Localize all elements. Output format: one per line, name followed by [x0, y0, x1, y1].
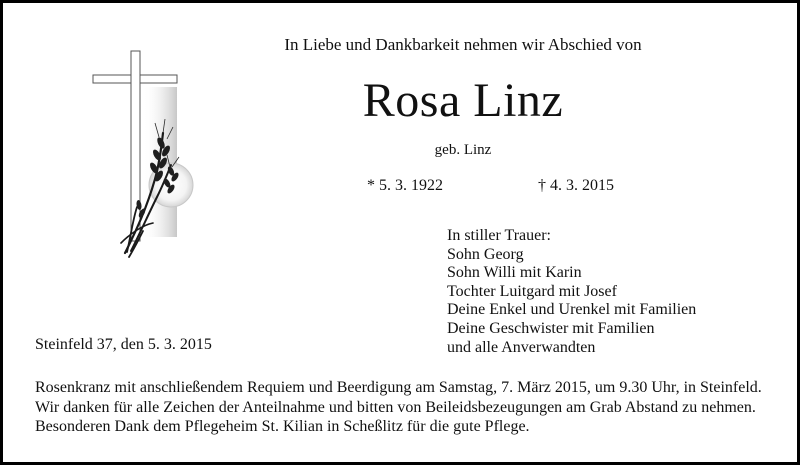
mourner-entry: Sohn Willi mit Karin [447, 264, 582, 282]
deceased-name: Rosa Linz [362, 74, 564, 127]
mourner-entry: Deine Enkel und Urenkel mit Familien [447, 301, 697, 319]
death-date: † 4. 3. 2015 [538, 177, 614, 194]
mourner-entry: Sohn Georg [447, 245, 524, 263]
mourner-entry: Deine Geschwister mit Familien [447, 319, 655, 337]
mourner-entry: und alle Anverwandten [447, 338, 596, 356]
place-and-date: Steinfeld 37, den 5. 3. 2015 [35, 336, 212, 353]
notice-intro: In Liebe und Dankbarkeit nehmen wir Abschied von [284, 35, 642, 54]
maiden-name: geb. Linz [434, 142, 492, 158]
cross-with-wheat-icon [87, 47, 199, 267]
mourner-entry: Tochter Luitgard mit Josef [447, 282, 617, 300]
mourners-list [447, 227, 696, 357]
mourners-heading: In stiller Trauer: [447, 227, 551, 244]
footer-line: Wir danken für alle Zeichen der Anteilnahme und bitten von Beileidsbezeugungen am Grab Abstand zu nehmen. [35, 398, 756, 416]
footer-line: Rosenkranz mit anschließendem Requiem und Beerdigung am Samstag, 7. März 2015, um 9.30 Uhr, in Steinfeld. [35, 379, 762, 396]
birth-date: * 5. 3. 1922 [367, 177, 443, 194]
footer-line: Besonderen Dank dem Pflegeheim St. Kilian in Scheßlitz für die gute Pflege. [35, 418, 530, 435]
service-information [35, 378, 775, 437]
